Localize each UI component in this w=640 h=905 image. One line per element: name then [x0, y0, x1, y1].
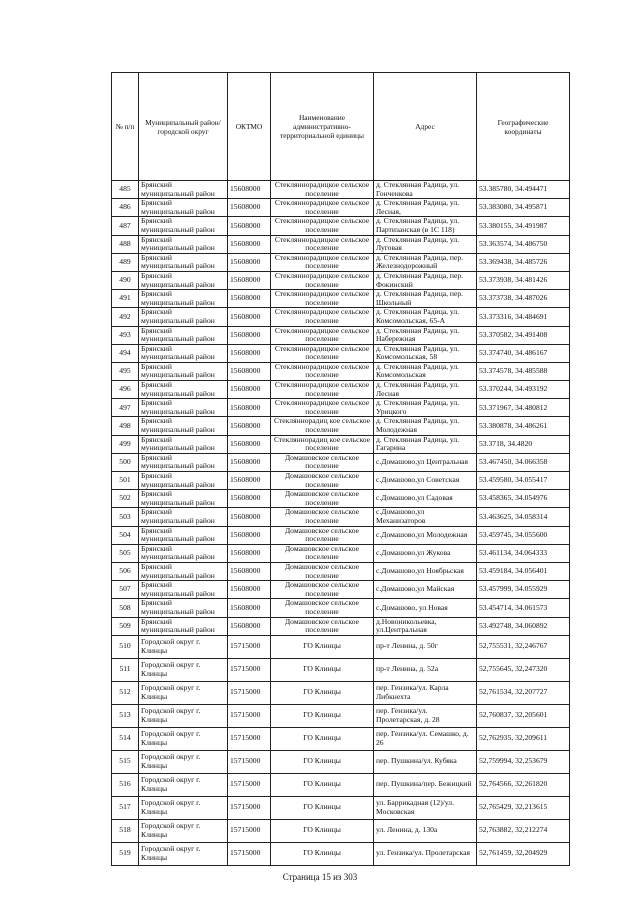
- cell-num: 495: [112, 362, 139, 380]
- cell-num: 512: [112, 681, 139, 704]
- cell-address: пер. Пушкина/пер. Бежицкий: [374, 773, 477, 796]
- header-oktmo: ОКТМО: [228, 73, 271, 181]
- cell-district: Брянский муниципальный район: [139, 508, 228, 526]
- cell-num: 501: [112, 472, 139, 490]
- cell-oktmo: 15608000: [228, 453, 271, 471]
- cell-coords: 53.3718, 34.4820: [477, 435, 570, 453]
- cell-coords: 52,759994, 32,253679: [477, 750, 570, 773]
- cell-coords: 52,755645, 32,247320: [477, 658, 570, 681]
- cell-coords: 53.380155, 34.491987: [477, 217, 570, 235]
- cell-settlement: Стекляннорадицкое сельское поселение: [271, 199, 374, 217]
- table-row: [112, 773, 570, 796]
- cell-settlement: ГО Клинцы: [271, 681, 374, 704]
- cell-district: Городской округ г. Клинцы: [139, 773, 228, 796]
- header-coords: Географические координаты: [477, 73, 570, 181]
- cell-district: Брянский муниципальный район: [139, 181, 228, 199]
- cell-address: с.Домашово,ул Центральная: [374, 453, 477, 471]
- cell-oktmo: 15608000: [228, 290, 271, 308]
- cell-coords: 53.373738, 34.487026: [477, 290, 570, 308]
- table-row: [112, 796, 570, 819]
- cell-coords: 53.383080, 34.495871: [477, 199, 570, 217]
- cell-coords: 53.371967, 34.480812: [477, 399, 570, 417]
- cell-settlement: Домашовское сельское поселение: [271, 599, 374, 617]
- cell-settlement: ГО Клинцы: [271, 796, 374, 819]
- header-settlement: Наименование административно-территориальной единицы: [271, 73, 374, 181]
- cell-oktmo: 15608000: [228, 617, 271, 635]
- cell-settlement: Стекляннорадицкое сельское поселение: [271, 399, 374, 417]
- cell-settlement: Стекляннорадицкое сельское поселение: [271, 308, 374, 326]
- cell-num: 510: [112, 635, 139, 658]
- cell-district: Городской округ г. Клинцы: [139, 727, 228, 750]
- cell-num: 502: [112, 490, 139, 508]
- cell-oktmo: 15715000: [228, 635, 271, 658]
- cell-district: Брянский муниципальный район: [139, 326, 228, 344]
- cell-oktmo: 15715000: [228, 773, 271, 796]
- cell-settlement: ГО Клинцы: [271, 704, 374, 727]
- table-row: [112, 472, 570, 490]
- cell-oktmo: 15608000: [228, 490, 271, 508]
- cell-num: 492: [112, 308, 139, 326]
- cell-settlement: ГО Клинцы: [271, 819, 374, 842]
- table-row: [112, 658, 570, 681]
- cell-address: д. Стеклянная Радица, ул. Гонченкова: [374, 181, 477, 199]
- cell-num: 509: [112, 617, 139, 635]
- cell-address: д. Стеклянная Радица, ул. Урицкого: [374, 399, 477, 417]
- cell-coords: 52,765429, 32,213615: [477, 796, 570, 819]
- cell-coords: 53.454714, 34.061573: [477, 599, 570, 617]
- cell-coords: 53.373316, 34.484691: [477, 308, 570, 326]
- table-row: [112, 599, 570, 617]
- table-row: [112, 562, 570, 580]
- cell-oktmo: 15608000: [228, 435, 271, 453]
- cell-settlement: ГО Клинцы: [271, 727, 374, 750]
- cell-num: 490: [112, 271, 139, 289]
- cell-oktmo: 15608000: [228, 199, 271, 217]
- cell-settlement: Стекляннорадицкое сельское поселение: [271, 181, 374, 199]
- cell-oktmo: 15608000: [228, 362, 271, 380]
- cell-district: Брянский муниципальный район: [139, 362, 228, 380]
- table-row: [112, 727, 570, 750]
- cell-district: Брянский муниципальный район: [139, 290, 228, 308]
- cell-oktmo: 15608000: [228, 381, 271, 399]
- cell-address: д. Стеклянная Радица, ул. Комсомольская: [374, 362, 477, 380]
- cell-address: пр-т Ленина, д. 52а: [374, 658, 477, 681]
- table-row: [112, 617, 570, 635]
- cell-address: д. Стеклянная Радица, ул. Лесная: [374, 381, 477, 399]
- cell-address: пер. Пушкина/ул. Кубяка: [374, 750, 477, 773]
- cell-district: Брянский муниципальный район: [139, 399, 228, 417]
- cell-oktmo: 15608000: [228, 271, 271, 289]
- cell-address: с.Домашово,ул Майская: [374, 581, 477, 599]
- cell-coords: 53.457999, 34.055929: [477, 581, 570, 599]
- cell-coords: 53.463625, 34.058314: [477, 508, 570, 526]
- cell-district: Брянский муниципальный район: [139, 453, 228, 471]
- cell-district: Брянский муниципальный район: [139, 271, 228, 289]
- cell-settlement: Домашовское сельское поселение: [271, 581, 374, 599]
- cell-district: Брянский муниципальный район: [139, 199, 228, 217]
- cell-settlement: Стекляннорадицкое сельское поселение: [271, 362, 374, 380]
- cell-address: ул. Гензика/ул. Пролетарская: [374, 842, 477, 865]
- cell-oktmo: 15608000: [228, 508, 271, 526]
- cell-settlement: ГО Клинцы: [271, 842, 374, 865]
- table-row: [112, 508, 570, 526]
- cell-address: с.Домашово,ул Молодежная: [374, 526, 477, 544]
- cell-district: Городской округ г. Клинцы: [139, 750, 228, 773]
- cell-address: д. Стеклянная Радица, ул. Комсомольская, 65-А: [374, 308, 477, 326]
- cell-coords: 53.458365, 34.054976: [477, 490, 570, 508]
- cell-address: пер. Гензика/ул. Семашко, д. 26: [374, 727, 477, 750]
- cell-district: Городской округ г. Клинцы: [139, 796, 228, 819]
- cell-num: 498: [112, 417, 139, 435]
- cell-oktmo: 15608000: [228, 399, 271, 417]
- cell-address: ул. Ленина, д. 130а: [374, 819, 477, 842]
- table-row: [112, 253, 570, 271]
- cell-coords: 53.467450, 34.066358: [477, 453, 570, 471]
- cell-settlement: Стекляннорадиц кое сельское поселение: [271, 435, 374, 453]
- cell-district: Городской округ г. Клинцы: [139, 842, 228, 865]
- cell-address: д. Стеклянная Радица, пер. Железнодорожный: [374, 253, 477, 271]
- cell-address: д. Стеклянная Радица, ул. Луговая: [374, 235, 477, 253]
- table-row: [112, 308, 570, 326]
- cell-coords: 52,760837, 32,205601: [477, 704, 570, 727]
- cell-address: пер. Гензика/ул. Карла Либкнехта: [374, 681, 477, 704]
- cell-coords: 52,764566, 32,261820: [477, 773, 570, 796]
- cell-num: 486: [112, 199, 139, 217]
- cell-num: 511: [112, 658, 139, 681]
- table-header-row: [112, 73, 570, 181]
- cell-coords: 52,761459, 32,204929: [477, 842, 570, 865]
- cell-district: Брянский муниципальный район: [139, 308, 228, 326]
- cell-num: 504: [112, 526, 139, 544]
- cell-num: 514: [112, 727, 139, 750]
- cell-district: Брянский муниципальный район: [139, 581, 228, 599]
- cell-num: 517: [112, 796, 139, 819]
- cell-oktmo: 15715000: [228, 681, 271, 704]
- table-row: [112, 681, 570, 704]
- cell-oktmo: 15608000: [228, 526, 271, 544]
- cell-num: 505: [112, 544, 139, 562]
- cell-oktmo: 15608000: [228, 599, 271, 617]
- header-address: Адрес: [374, 73, 477, 181]
- cell-oktmo: 15715000: [228, 704, 271, 727]
- cell-settlement: Домашовское сельское поселение: [271, 562, 374, 580]
- cell-address: с.Домашово,ул Советская: [374, 472, 477, 490]
- cell-district: Городской округ г. Клинцы: [139, 704, 228, 727]
- cell-coords: 53.459745, 34.055600: [477, 526, 570, 544]
- cell-coords: 53.385780, 34.494471: [477, 181, 570, 199]
- cell-address: д. Стеклянная Радица, ул. Гагарина: [374, 435, 477, 453]
- cell-coords: 53.370582, 34.491408: [477, 326, 570, 344]
- cell-num: 507: [112, 581, 139, 599]
- cell-address: д. Стеклянная Радица, пер. Фокинский: [374, 271, 477, 289]
- cell-num: 518: [112, 819, 139, 842]
- cell-district: Брянский муниципальный район: [139, 562, 228, 580]
- cell-coords: 52,762935, 32,209611: [477, 727, 570, 750]
- cell-num: 488: [112, 235, 139, 253]
- cell-oktmo: 15608000: [228, 253, 271, 271]
- table-row: [112, 842, 570, 865]
- table-row: [112, 217, 570, 235]
- cell-coords: 53.374578, 34.485588: [477, 362, 570, 380]
- table-row: [112, 704, 570, 727]
- table-row: [112, 435, 570, 453]
- cell-coords: 53.363574, 34.486750: [477, 235, 570, 253]
- table-row: [112, 544, 570, 562]
- cell-settlement: ГО Клинцы: [271, 658, 374, 681]
- cell-settlement: Стекляннорадицкое сельское поселение: [271, 344, 374, 362]
- cell-coords: 53.380878, 34.486261: [477, 417, 570, 435]
- cell-settlement: Домашовское сельское поселение: [271, 508, 374, 526]
- cell-address: с.Домашово,ул Механизаторов: [374, 508, 477, 526]
- cell-num: 497: [112, 399, 139, 417]
- cell-oktmo: 15715000: [228, 842, 271, 865]
- cell-num: 493: [112, 326, 139, 344]
- cell-num: 496: [112, 381, 139, 399]
- cell-oktmo: 15608000: [228, 344, 271, 362]
- cell-settlement: Стекляннорадицкое сельское поселение: [271, 217, 374, 235]
- cell-oktmo: 15608000: [228, 235, 271, 253]
- cell-settlement: Домашовское сельское поселение: [271, 472, 374, 490]
- cell-settlement: Стекляннорадицкое сельское поселение: [271, 326, 374, 344]
- table-row: [112, 750, 570, 773]
- cell-address: с.Домашово,ул Ноябрьская: [374, 562, 477, 580]
- cell-coords: 53.369438, 34.485726: [477, 253, 570, 271]
- cell-num: 499: [112, 435, 139, 453]
- cell-coords: 53.374740, 34.486167: [477, 344, 570, 362]
- table-row: [112, 290, 570, 308]
- cell-oktmo: 15608000: [228, 217, 271, 235]
- header-num: № п/п: [112, 73, 139, 181]
- cell-settlement: Домашовское сельское поселение: [271, 526, 374, 544]
- cell-oktmo: 15715000: [228, 727, 271, 750]
- page-number: Страница 15 из 303: [282, 872, 358, 882]
- cell-settlement: Стекляннорадицкое сельское поселение: [271, 235, 374, 253]
- cell-coords: 53.461134, 34.064333: [477, 544, 570, 562]
- cell-district: Брянский муниципальный район: [139, 617, 228, 635]
- cell-oktmo: 15608000: [228, 472, 271, 490]
- cell-district: Городской округ г. Клинцы: [139, 819, 228, 842]
- cell-num: 491: [112, 290, 139, 308]
- cell-num: 494: [112, 344, 139, 362]
- cell-coords: 52,755531, 32,246767: [477, 635, 570, 658]
- table-row: [112, 819, 570, 842]
- table-row: [112, 417, 570, 435]
- table-row: [112, 399, 570, 417]
- cell-district: Брянский муниципальный район: [139, 526, 228, 544]
- cell-num: 515: [112, 750, 139, 773]
- table-row: [112, 453, 570, 471]
- table-row: [112, 381, 570, 399]
- cell-oktmo: 15608000: [228, 544, 271, 562]
- cell-address: с.Домашово, ул Новая: [374, 599, 477, 617]
- cell-oktmo: 15715000: [228, 750, 271, 773]
- table-row: [112, 362, 570, 380]
- cell-settlement: Стекляннорадиц кое сельское поселение: [271, 417, 374, 435]
- cell-district: Городской округ г. Клинцы: [139, 681, 228, 704]
- cell-oktmo: 15608000: [228, 326, 271, 344]
- cell-settlement: Стекляннорадицкое сельское поселение: [271, 290, 374, 308]
- cell-oktmo: 15608000: [228, 308, 271, 326]
- cell-address: пер. Гензика/ул. Пролетарская, д. 28: [374, 704, 477, 727]
- cell-district: Брянский муниципальный район: [139, 599, 228, 617]
- table-row: [112, 271, 570, 289]
- cell-address: д.Новоникольевка, ул.Центральная: [374, 617, 477, 635]
- cell-oktmo: 15715000: [228, 819, 271, 842]
- cell-settlement: Домашовское сельское поселение: [271, 453, 374, 471]
- cell-coords: 52,761534, 32,207727: [477, 681, 570, 704]
- cell-coords: 52,763882, 32,212274: [477, 819, 570, 842]
- cell-settlement: Домашовское сельское поселение: [271, 544, 374, 562]
- cell-settlement: Стекляннорадицкое сельское поселение: [271, 253, 374, 271]
- cell-address: с.Домашово,ул Жукова: [374, 544, 477, 562]
- cell-address: с.Домашово,ул Садовая: [374, 490, 477, 508]
- cell-num: 508: [112, 599, 139, 617]
- cell-address: д. Стеклянная Радица, ул. Набережная: [374, 326, 477, 344]
- cell-oktmo: 15608000: [228, 181, 271, 199]
- cell-address: ул. Баррикадная (12)/ул. Московская: [374, 796, 477, 819]
- cell-oktmo: 15608000: [228, 562, 271, 580]
- cell-district: Брянский муниципальный район: [139, 435, 228, 453]
- cell-coords: 53.459580, 34.055417: [477, 472, 570, 490]
- cell-district: Брянский муниципальный район: [139, 217, 228, 235]
- cell-coords: 53.370244, 34.493192: [477, 381, 570, 399]
- cell-num: 485: [112, 181, 139, 199]
- cell-address: д. Стеклянная Радица, пер. Школьный: [374, 290, 477, 308]
- cell-coords: 53.492748, 34.060892: [477, 617, 570, 635]
- cell-num: 503: [112, 508, 139, 526]
- cell-coords: 53.459184, 34.056401: [477, 562, 570, 580]
- cell-oktmo: 15715000: [228, 796, 271, 819]
- cell-settlement: Стекляннорадицкое сельское поселение: [271, 271, 374, 289]
- cell-num: 487: [112, 217, 139, 235]
- cell-address: д. Стеклянная Радица, ул. Молодежная: [374, 417, 477, 435]
- cell-address: пр-т Ленина, д. 50г: [374, 635, 477, 658]
- table-row: [112, 635, 570, 658]
- cell-settlement: ГО Клинцы: [271, 635, 374, 658]
- cell-district: Брянский муниципальный район: [139, 417, 228, 435]
- header-district: Муниципальный район/городской округ: [139, 73, 228, 181]
- table-row: [112, 344, 570, 362]
- cell-oktmo: 15715000: [228, 658, 271, 681]
- table-row: [112, 235, 570, 253]
- cell-num: 513: [112, 704, 139, 727]
- cell-district: Брянский муниципальный район: [139, 344, 228, 362]
- cell-address: д. Стеклянная Радица, ул. Лесная,: [374, 199, 477, 217]
- cell-settlement: Домашовское сельское поселение: [271, 490, 374, 508]
- cell-district: Брянский муниципальный район: [139, 253, 228, 271]
- cell-address: д. Стеклянная Радица, ул. Партизанская (в 1С 118): [374, 217, 477, 235]
- cell-settlement: ГО Клинцы: [271, 750, 374, 773]
- cell-district: Брянский муниципальный район: [139, 235, 228, 253]
- table-row: [112, 199, 570, 217]
- cell-settlement: Домашовское сельское поселение: [271, 617, 374, 635]
- cell-settlement: ГО Клинцы: [271, 773, 374, 796]
- cell-district: Брянский муниципальный район: [139, 472, 228, 490]
- cell-num: 516: [112, 773, 139, 796]
- cell-num: 506: [112, 562, 139, 580]
- cell-num: 489: [112, 253, 139, 271]
- table-row: [112, 581, 570, 599]
- cell-district: Брянский муниципальный район: [139, 381, 228, 399]
- cell-settlement: Стекляннорадицкое сельское поселение: [271, 381, 374, 399]
- table-row: [112, 526, 570, 544]
- table-row: [112, 326, 570, 344]
- cell-address: д. Стеклянная Радица, ул. Комсомольская, 58: [374, 344, 477, 362]
- cell-oktmo: 15608000: [228, 581, 271, 599]
- cell-district: Брянский муниципальный район: [139, 490, 228, 508]
- cell-oktmo: 15608000: [228, 417, 271, 435]
- cell-district: Брянский муниципальный район: [139, 544, 228, 562]
- table-row: [112, 181, 570, 199]
- cell-num: 519: [112, 842, 139, 865]
- cell-district: Городской округ г. Клинцы: [139, 635, 228, 658]
- table-row: [112, 490, 570, 508]
- cell-num: 500: [112, 453, 139, 471]
- cell-coords: 53.373938, 34.481426: [477, 271, 570, 289]
- data-table: [111, 72, 570, 866]
- cell-district: Городской округ г. Клинцы: [139, 658, 228, 681]
